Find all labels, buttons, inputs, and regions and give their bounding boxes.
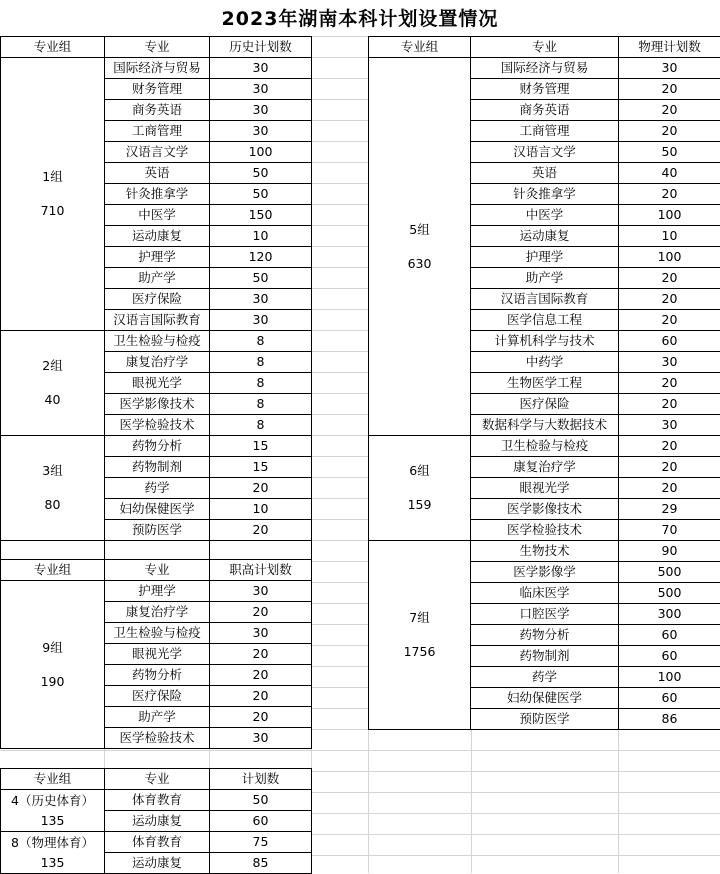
count-cell: 100 — [619, 667, 720, 688]
count-cell: 20 — [619, 457, 720, 478]
major-cell: 眼视光学 — [471, 478, 619, 499]
history-plan-table — [0, 36, 312, 562]
major-cell: 医学检验技术 — [105, 728, 210, 749]
count-cell: 20 — [210, 478, 312, 499]
major-cell: 汉语言国际教育 — [105, 310, 210, 331]
count-cell: 100 — [619, 247, 720, 268]
major-cell: 药物制剂 — [105, 457, 210, 478]
count-cell: 50 — [619, 142, 720, 163]
table-row — [1, 58, 312, 79]
major-cell: 中医学 — [471, 205, 619, 226]
count-cell: 20 — [210, 602, 312, 623]
sports-plan-table — [0, 768, 312, 874]
count-cell: 20 — [210, 665, 312, 686]
table-row — [1, 832, 312, 853]
group-cell — [1, 436, 105, 541]
major-cell: 生物技术 — [471, 541, 619, 562]
count-cell: 30 — [619, 58, 720, 79]
major-cell: 商务英语 — [105, 100, 210, 121]
count-cell: 20 — [210, 644, 312, 665]
major-cell: 预防医学 — [105, 520, 210, 541]
count-cell: 30 — [210, 581, 312, 602]
group-total: 190 — [1, 665, 104, 699]
table-row — [1, 331, 312, 352]
major-cell: 针灸推拿学 — [105, 184, 210, 205]
table-row — [1, 436, 312, 457]
major-cell: 针灸推拿学 — [471, 184, 619, 205]
count-cell: 40 — [619, 163, 720, 184]
count-cell: 15 — [210, 436, 312, 457]
major-cell: 工商管理 — [105, 121, 210, 142]
count-cell: 8 — [210, 373, 312, 394]
count-cell: 30 — [619, 415, 720, 436]
count-cell: 86 — [619, 709, 720, 730]
header-major: 专业 — [105, 560, 210, 581]
major-cell: 国际经济与贸易 — [471, 58, 619, 79]
major-cell: 财务管理 — [471, 79, 619, 100]
major-cell: 英语 — [105, 163, 210, 184]
count-cell: 500 — [619, 583, 720, 604]
group-cell — [1, 581, 105, 749]
count-cell: 30 — [210, 310, 312, 331]
count-cell: 20 — [210, 520, 312, 541]
header-group: 专业组 — [1, 769, 105, 790]
group-cell — [369, 58, 471, 436]
count-cell: 8 — [210, 415, 312, 436]
count-cell: 30 — [210, 121, 312, 142]
group-name: 5组 — [369, 213, 470, 247]
count-cell: 20 — [210, 686, 312, 707]
count-cell: 8 — [210, 394, 312, 415]
group-total: 135 — [1, 811, 104, 831]
major-cell: 临床医学 — [471, 583, 619, 604]
major-cell: 助产学 — [105, 268, 210, 289]
major-cell: 卫生检验与检疫 — [471, 436, 619, 457]
count-cell: 500 — [619, 562, 720, 583]
count-cell: 20 — [619, 121, 720, 142]
count-cell: 20 — [619, 184, 720, 205]
major-cell: 卫生检验与检疫 — [105, 331, 210, 352]
count-cell: 20 — [619, 289, 720, 310]
count-cell: 60 — [619, 688, 720, 709]
group-total: 710 — [1, 194, 104, 228]
header-group: 专业组 — [369, 37, 471, 58]
header-major: 专业 — [105, 37, 210, 58]
group-name: 6组 — [369, 454, 470, 488]
count-cell: 30 — [210, 728, 312, 749]
group-name: 4（历史体育） — [1, 791, 104, 811]
count-cell: 8 — [210, 352, 312, 373]
major-cell: 眼视光学 — [105, 373, 210, 394]
count-cell: 30 — [210, 289, 312, 310]
count-cell: 8 — [210, 331, 312, 352]
major-cell: 汉语言文学 — [105, 142, 210, 163]
page-title: 2023年湖南本科计划设置情况 — [0, 4, 720, 34]
major-cell: 护理学 — [471, 247, 619, 268]
count-cell: 29 — [619, 499, 720, 520]
major-cell: 医学检验技术 — [471, 520, 619, 541]
group-name: 2组 — [1, 349, 104, 383]
major-cell: 商务英语 — [471, 100, 619, 121]
count-cell: 15 — [210, 457, 312, 478]
group-cell — [1, 790, 105, 832]
major-cell: 运动康复 — [105, 226, 210, 247]
major-cell: 英语 — [471, 163, 619, 184]
count-cell: 100 — [619, 205, 720, 226]
group-total: 80 — [1, 488, 104, 522]
major-cell: 工商管理 — [471, 121, 619, 142]
group-cell — [369, 436, 471, 541]
table-row — [1, 790, 312, 811]
count-cell: 120 — [210, 247, 312, 268]
major-cell: 医学检验技术 — [105, 415, 210, 436]
group-cell — [1, 331, 105, 436]
header-count: 物理计划数 — [619, 37, 720, 58]
header-row — [1, 37, 312, 58]
major-cell: 数据科学与大数据技术 — [471, 415, 619, 436]
major-cell: 护理学 — [105, 581, 210, 602]
major-cell: 运动康复 — [105, 853, 210, 874]
group-cell — [1, 832, 105, 874]
header-count: 职高计划数 — [210, 560, 312, 581]
count-cell: 20 — [619, 100, 720, 121]
header-group: 专业组 — [1, 37, 105, 58]
count-cell: 30 — [619, 352, 720, 373]
major-cell: 药物分析 — [105, 665, 210, 686]
count-cell: 100 — [210, 142, 312, 163]
major-cell: 医疗保险 — [471, 394, 619, 415]
major-cell: 药学 — [471, 667, 619, 688]
table-row — [1, 581, 312, 602]
count-cell: 20 — [619, 436, 720, 457]
major-cell: 汉语言国际教育 — [471, 289, 619, 310]
table-row — [369, 58, 720, 79]
major-cell: 康复治疗学 — [105, 602, 210, 623]
major-cell: 医疗保险 — [105, 289, 210, 310]
major-cell: 医疗保险 — [105, 686, 210, 707]
major-cell: 药学 — [105, 478, 210, 499]
count-cell: 10 — [210, 499, 312, 520]
count-cell: 20 — [619, 394, 720, 415]
group-total: 159 — [369, 488, 470, 522]
major-cell: 运动康复 — [105, 811, 210, 832]
group-total: 630 — [369, 247, 470, 281]
count-cell: 300 — [619, 604, 720, 625]
count-cell: 10 — [210, 226, 312, 247]
table-row — [369, 436, 720, 457]
major-cell: 医学影像技术 — [471, 499, 619, 520]
count-cell: 20 — [619, 268, 720, 289]
major-cell: 中医学 — [105, 205, 210, 226]
major-cell: 助产学 — [471, 268, 619, 289]
major-cell: 体育教育 — [105, 790, 210, 811]
count-cell: 10 — [619, 226, 720, 247]
count-cell: 60 — [619, 331, 720, 352]
major-cell: 预防医学 — [471, 709, 619, 730]
count-cell: 20 — [619, 373, 720, 394]
group-cell — [369, 541, 471, 730]
count-cell: 150 — [210, 205, 312, 226]
group-name: 3组 — [1, 454, 104, 488]
count-cell: 60 — [619, 625, 720, 646]
count-cell: 60 — [619, 646, 720, 667]
count-cell: 50 — [210, 790, 312, 811]
header-major: 专业 — [105, 769, 210, 790]
vocational-plan-table — [0, 559, 312, 749]
group-name: 1组 — [1, 160, 104, 194]
group-total: 1756 — [369, 635, 470, 669]
group-total: 135 — [1, 853, 104, 873]
count-cell: 90 — [619, 541, 720, 562]
header-row — [1, 560, 312, 581]
count-cell: 30 — [210, 58, 312, 79]
table-row — [369, 541, 720, 562]
major-cell: 康复治疗学 — [471, 457, 619, 478]
major-cell: 计算机科学与技术 — [471, 331, 619, 352]
count-cell: 50 — [210, 268, 312, 289]
group-total: 40 — [1, 383, 104, 417]
major-cell: 体育教育 — [105, 832, 210, 853]
count-cell: 20 — [619, 79, 720, 100]
count-cell: 50 — [210, 163, 312, 184]
major-cell: 生物医学工程 — [471, 373, 619, 394]
count-cell: 75 — [210, 832, 312, 853]
major-cell: 运动康复 — [471, 226, 619, 247]
major-cell: 妇幼保健医学 — [471, 688, 619, 709]
major-cell: 妇幼保健医学 — [105, 499, 210, 520]
major-cell: 卫生检验与检疫 — [105, 623, 210, 644]
major-cell: 医学信息工程 — [471, 310, 619, 331]
major-cell: 药物制剂 — [471, 646, 619, 667]
group-cell — [1, 58, 105, 331]
group-name: 8（物理体育） — [1, 833, 104, 853]
count-cell: 70 — [619, 520, 720, 541]
group-name: 7组 — [369, 601, 470, 635]
header-major: 专业 — [471, 37, 619, 58]
major-cell: 财务管理 — [105, 79, 210, 100]
count-cell: 30 — [210, 100, 312, 121]
header-count: 计划数 — [210, 769, 312, 790]
count-cell: 30 — [210, 79, 312, 100]
count-cell: 85 — [210, 853, 312, 874]
count-cell: 20 — [210, 707, 312, 728]
major-cell: 康复治疗学 — [105, 352, 210, 373]
major-cell: 护理学 — [105, 247, 210, 268]
major-cell: 药物分析 — [471, 625, 619, 646]
major-cell: 医学影像学 — [471, 562, 619, 583]
header-row — [369, 37, 720, 58]
count-cell: 20 — [619, 478, 720, 499]
major-cell: 口腔医学 — [471, 604, 619, 625]
header-row — [1, 769, 312, 790]
major-cell: 眼视光学 — [105, 644, 210, 665]
count-cell: 50 — [210, 184, 312, 205]
group-name: 9组 — [1, 631, 104, 665]
major-cell: 国际经济与贸易 — [105, 58, 210, 79]
physics-plan-table — [368, 36, 720, 730]
count-cell: 30 — [210, 623, 312, 644]
count-cell: 20 — [619, 310, 720, 331]
major-cell: 助产学 — [105, 707, 210, 728]
major-cell: 药物分析 — [105, 436, 210, 457]
major-cell: 中药学 — [471, 352, 619, 373]
major-cell: 医学影像技术 — [105, 394, 210, 415]
header-count: 历史计划数 — [210, 37, 312, 58]
count-cell: 60 — [210, 811, 312, 832]
major-cell: 汉语言文学 — [471, 142, 619, 163]
header-group: 专业组 — [1, 560, 105, 581]
